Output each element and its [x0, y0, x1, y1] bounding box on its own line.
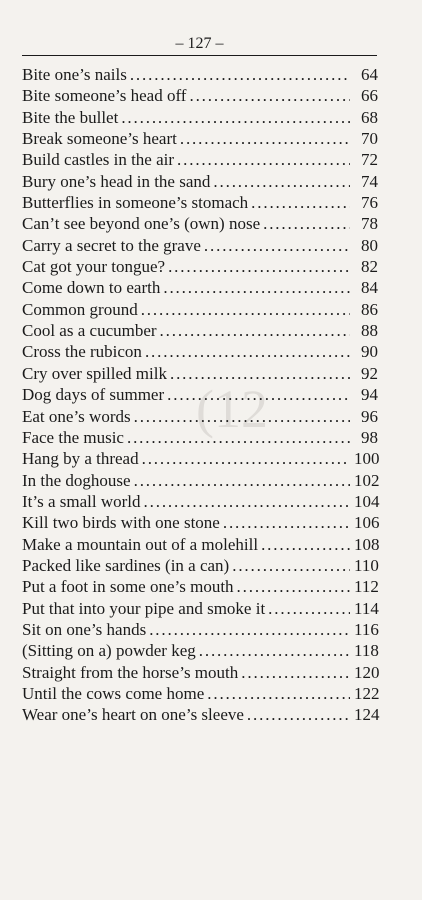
toc-entry-title: Hang by a thread	[22, 449, 139, 469]
toc-entry-page: 100	[354, 449, 380, 469]
toc-entry	[22, 171, 378, 192]
page-number: – 127 –	[175, 35, 224, 52]
toc-entry	[22, 491, 378, 512]
dot-leader	[189, 85, 350, 106]
toc-entry-page: 64	[361, 65, 378, 84]
toc-entry-page: 116	[354, 619, 379, 639]
toc-entry-page: 92	[361, 363, 378, 383]
toc-entry-title: Butterflies in someone’s stomach	[22, 193, 249, 213]
toc-entry-page: 108	[354, 534, 380, 554]
toc-entry	[22, 704, 378, 725]
toc-entry-title: Kill two birds with one stone	[22, 513, 220, 533]
toc-entry-title: Packed like sardines (in a can)	[22, 555, 230, 575]
dot-leader	[232, 555, 350, 576]
dot-leader	[142, 448, 350, 469]
toc-entry-title: Sit on one’s hands	[22, 619, 147, 639]
toc-entry-title: (Sitting on a) powder keg	[22, 641, 196, 661]
dot-leader	[130, 64, 350, 85]
toc-entry-page: 104	[354, 491, 380, 511]
toc-entry-title: Straight from the horse’s mouth	[22, 662, 239, 682]
toc-entry-title: Come down to earth	[22, 278, 161, 298]
toc-entry-title: Cry over spilled milk	[22, 363, 167, 383]
dot-leader	[263, 213, 350, 234]
toc-entry-title: Break someone’s heart	[22, 129, 177, 149]
toc-entry-page: 82	[361, 257, 378, 277]
toc-entry-title: Bite one’s nails	[22, 65, 127, 84]
dot-leader	[127, 427, 350, 448]
toc-entry-title: Cool as a cucumber	[22, 321, 157, 341]
toc-entry-title: Bite someone’s head off	[22, 86, 187, 106]
toc-entry-title: Put that into your pipe and smoke it	[22, 598, 266, 618]
toc-entry-page: 106	[354, 513, 380, 533]
toc-entry-title: Make a mountain out of a molehill	[22, 534, 259, 554]
toc-entry-title: Carry a secret to the grave	[22, 235, 201, 255]
toc-entry	[22, 363, 378, 384]
toc-entry-title: Common ground	[22, 299, 138, 319]
dot-leader	[251, 192, 350, 213]
toc-entry-page: 112	[354, 577, 379, 597]
toc-entry	[22, 128, 378, 149]
toc-entry	[22, 512, 378, 533]
dot-leader	[247, 704, 350, 725]
toc-entry	[22, 640, 378, 661]
dot-leader	[141, 299, 350, 320]
dot-leader	[167, 384, 350, 405]
toc-entry-page: 88	[361, 321, 378, 341]
toc-entry	[22, 85, 378, 106]
dot-leader	[160, 320, 350, 341]
toc-entry-page: 110	[354, 555, 379, 575]
toc-entry	[22, 341, 378, 362]
toc-entry	[22, 299, 378, 320]
toc-entry-page: 80	[361, 235, 378, 255]
toc-entry-page: 124	[354, 705, 380, 725]
toc-entry-page: 122	[354, 683, 380, 703]
toc-entry-title: Dog days of summer	[22, 385, 165, 405]
dot-leader	[149, 619, 350, 640]
toc-entry	[22, 277, 378, 298]
toc-entry-title: Wear one’s heart on one’s sleeve	[22, 705, 244, 725]
toc-entry	[22, 470, 378, 491]
dot-leader	[177, 149, 350, 170]
toc-entry-page: 68	[361, 107, 378, 127]
dot-leader	[213, 171, 350, 192]
dot-leader	[241, 662, 350, 683]
toc-entry-page: 70	[361, 129, 378, 149]
dot-leader	[145, 341, 350, 362]
toc-entry-page: 118	[354, 641, 379, 661]
toc-entry-page: 74	[361, 171, 378, 191]
header-rule	[22, 55, 377, 56]
toc-entry	[22, 213, 378, 234]
toc-entry	[22, 619, 378, 640]
dot-leader	[268, 598, 350, 619]
dot-leader	[168, 256, 350, 277]
dot-leader	[207, 683, 350, 704]
toc-entry-title: Cross the rubicon	[22, 342, 142, 362]
toc-entry	[22, 683, 378, 704]
toc-entry-page: 90	[361, 342, 378, 362]
toc-entry-title: In the doghouse	[22, 470, 131, 490]
dot-leader	[223, 512, 350, 533]
bleed-through-mark: (12	[196, 379, 268, 439]
toc-entry	[22, 576, 378, 597]
toc-entry-title: Eat one’s words	[22, 406, 131, 426]
toc-entry-title: Until the cows come home	[22, 683, 205, 703]
dot-leader	[134, 470, 350, 491]
toc-entry-page: 102	[354, 470, 380, 490]
toc-entry	[22, 427, 378, 448]
toc-entry-title: It’s a small world	[22, 491, 141, 511]
toc-entry	[22, 448, 378, 469]
dot-leader	[121, 107, 350, 128]
toc-entry	[22, 320, 378, 341]
toc-entry	[22, 384, 378, 405]
toc-entry	[22, 534, 378, 555]
toc-entry-page: 120	[354, 662, 380, 682]
dot-leader	[204, 235, 350, 256]
dot-leader	[170, 363, 350, 384]
toc-entry	[22, 64, 378, 85]
dot-leader	[199, 640, 350, 661]
toc-entry	[22, 662, 378, 683]
toc-entry	[22, 235, 378, 256]
dot-leader	[237, 576, 350, 597]
toc-entry-page: 72	[361, 150, 378, 170]
toc-entry-title: Bite the bullet	[22, 107, 119, 127]
toc-entry-page: 86	[361, 299, 378, 319]
toc-entry	[22, 192, 378, 213]
toc-entry-title: Face the music	[22, 427, 124, 447]
toc-entry	[22, 107, 378, 128]
toc-entry-page: 94	[361, 385, 378, 405]
table-of-contents	[22, 64, 378, 726]
dot-leader	[261, 534, 350, 555]
toc-entry	[22, 149, 378, 170]
toc-entry-title: Build castles in the air	[22, 150, 175, 170]
toc-entry-title: Can’t see beyond one’s (own) nose	[22, 214, 261, 234]
toc-entry-title: Put a foot in some one’s mouth	[22, 577, 234, 597]
dot-leader	[163, 277, 350, 298]
toc-entry-page: 66	[361, 86, 378, 106]
toc-entry-title: Cat got your tongue?	[22, 257, 166, 277]
toc-entry-page: 76	[361, 193, 378, 213]
toc-entry	[22, 256, 378, 277]
toc-entry-page: 78	[361, 214, 378, 234]
toc-entry-page: 114	[354, 598, 379, 618]
dot-leader	[144, 491, 350, 512]
dot-leader	[134, 406, 350, 427]
toc-entry-title: Bury one’s head in the sand	[22, 171, 211, 191]
toc-entry	[22, 598, 378, 619]
toc-entry-page: 98	[361, 427, 378, 447]
dot-leader	[180, 128, 350, 149]
toc-entry	[22, 555, 378, 576]
toc-entry-page: 96	[361, 406, 378, 426]
toc-entry-page: 84	[361, 278, 378, 298]
toc-entry	[22, 406, 378, 427]
